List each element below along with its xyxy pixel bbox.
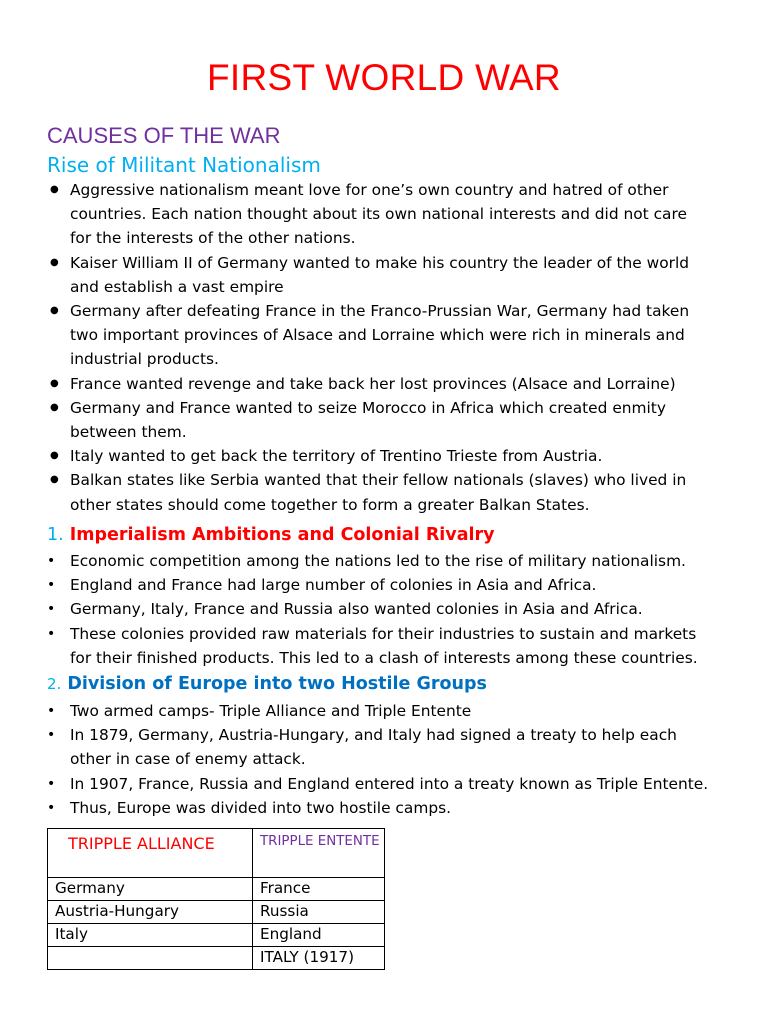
bullet-icon: ● [50, 256, 59, 268]
list-item [0, 622, 768, 670]
bullet-icon: ● [50, 377, 59, 389]
list-item [0, 444, 768, 468]
table-row [48, 901, 385, 924]
list-item [0, 699, 768, 723]
entente-cell: England [253, 924, 385, 947]
section1-number: 1. [47, 525, 64, 545]
list-item-text: between them. [70, 423, 187, 442]
bullet-icon: ● [50, 184, 59, 195]
bullet-icon: • [47, 601, 56, 618]
header-triple-alliance: TRIPPLE ALLIANCE [48, 829, 253, 878]
bullet-icon: • [47, 799, 56, 816]
list-item [0, 468, 768, 516]
list-item-text: industrial products. [70, 350, 219, 369]
table-row [48, 947, 385, 970]
bullet-icon: • [47, 577, 56, 594]
list-item [0, 796, 768, 820]
alliance-cell: Austria-Hungary [48, 901, 253, 924]
list-item-text: Two armed camps- Triple Alliance and Triple Entente [70, 702, 472, 720]
list-item [0, 372, 768, 396]
bullet-icon: • [47, 625, 56, 642]
bullet-icon: • [47, 703, 56, 719]
bullet-icon: • [47, 727, 56, 744]
bullet-icon: ● [50, 450, 59, 462]
table-row [48, 924, 385, 947]
list-item-text: Aggressive nationalism meant love for one’s own country and hatred of other [70, 181, 669, 199]
section2-heading: Division of Europe into two Hostile Groups [67, 674, 487, 694]
bullet-icon: ● [50, 401, 59, 413]
list-item [0, 573, 768, 597]
section1-list [0, 549, 768, 670]
list-item [0, 723, 768, 771]
list-item-text: Thus, Europe was divided into two hostile camps. [70, 798, 451, 817]
list-item-text: Kaiser William II of Germany wanted to make his country the leader of the world [70, 253, 690, 272]
section2-list [0, 699, 768, 820]
list-item [0, 299, 768, 372]
section2-heading-row [47, 671, 487, 697]
list-item-text: for the interests of the other nations. [70, 229, 356, 248]
nationalism-list-container [0, 178, 768, 517]
causes-heading: CAUSES OF THE WAR [47, 123, 281, 148]
list-item-text: England and France had large number of colonies in Asia and Africa. [70, 576, 597, 595]
list-item-text: These colonies provided raw materials for their industries to sustain and markets [70, 624, 697, 643]
list-item-text: Balkan states like Serbia wanted that their fellow nationals (slaves) who lived in [70, 471, 687, 490]
section1-heading: Imperialism Ambitions and Colonial Rivalry [69, 525, 495, 545]
list-item [0, 549, 768, 573]
list-item-text: other states should come together to form a greater Balkan States. [70, 495, 590, 514]
entente-cell: ITALY (1917) [253, 947, 385, 970]
section2-number: 2. [47, 675, 62, 693]
list-item-text: France wanted revenge and take back her lost provinces (Alsace and Lorraine) [70, 374, 676, 393]
header-triple-entente: TRIPPLE ENTENTE [253, 829, 385, 878]
list-item-text: Germany after defeating France in the Franco-Prussian War, Germany had taken [70, 302, 690, 321]
list-item-text: Germany, Italy, France and Russia also wanted colonies in Asia and Africa. [70, 600, 643, 619]
section1-heading-row [47, 522, 495, 548]
alliances-table [47, 828, 385, 970]
list-item [0, 251, 768, 299]
list-item-text: countries. Each nation thought about its own national interests and did not care [70, 205, 687, 224]
list-item-text: Italy wanted to get back the territory of Trentino Trieste from Austria. [70, 447, 603, 466]
bullet-icon: • [47, 553, 56, 569]
table-row [48, 878, 385, 901]
bullet-icon: ● [50, 305, 59, 317]
entente-cell: Russia [253, 901, 385, 924]
list-item-text: for their finished products. This led to a clash of interests among these countries. [70, 648, 698, 667]
bullet-icon: ● [50, 474, 59, 486]
table-header-row [48, 829, 385, 878]
nationalism-list [0, 178, 768, 517]
entente-cell: France [253, 878, 385, 901]
list-item [0, 178, 768, 251]
alliance-cell [48, 947, 253, 970]
alliance-cell: Italy [48, 924, 253, 947]
list-item-text: Economic competition among the nations led to the rise of military nationalism. [70, 552, 686, 570]
alliance-cell: Germany [48, 878, 253, 901]
bullet-icon: • [47, 775, 56, 792]
section1-list-container [0, 549, 768, 670]
subheading-militant-nationalism: Rise of Militant Nationalism [47, 153, 321, 177]
section2-list-container [0, 699, 768, 820]
list-item-text: In 1879, Germany, Austria-Hungary, and Italy had signed a treaty to help each [70, 726, 677, 745]
list-item [0, 396, 768, 444]
list-item-text: other in case of enemy attack. [70, 750, 306, 769]
page-title: FIRST WORLD WAR [207, 57, 561, 98]
list-item [0, 772, 768, 796]
list-item-text: In 1907, France, Russia and England entered into a treaty known as Triple Entente. [70, 774, 709, 793]
list-item [0, 597, 768, 621]
list-item-text: two important provinces of Alsace and Lorraine which were rich in minerals and [70, 326, 685, 345]
list-item-text: Germany and France wanted to seize Morocco in Africa which created enmity [70, 398, 666, 417]
list-item-text: and establish a vast empire [70, 277, 284, 296]
